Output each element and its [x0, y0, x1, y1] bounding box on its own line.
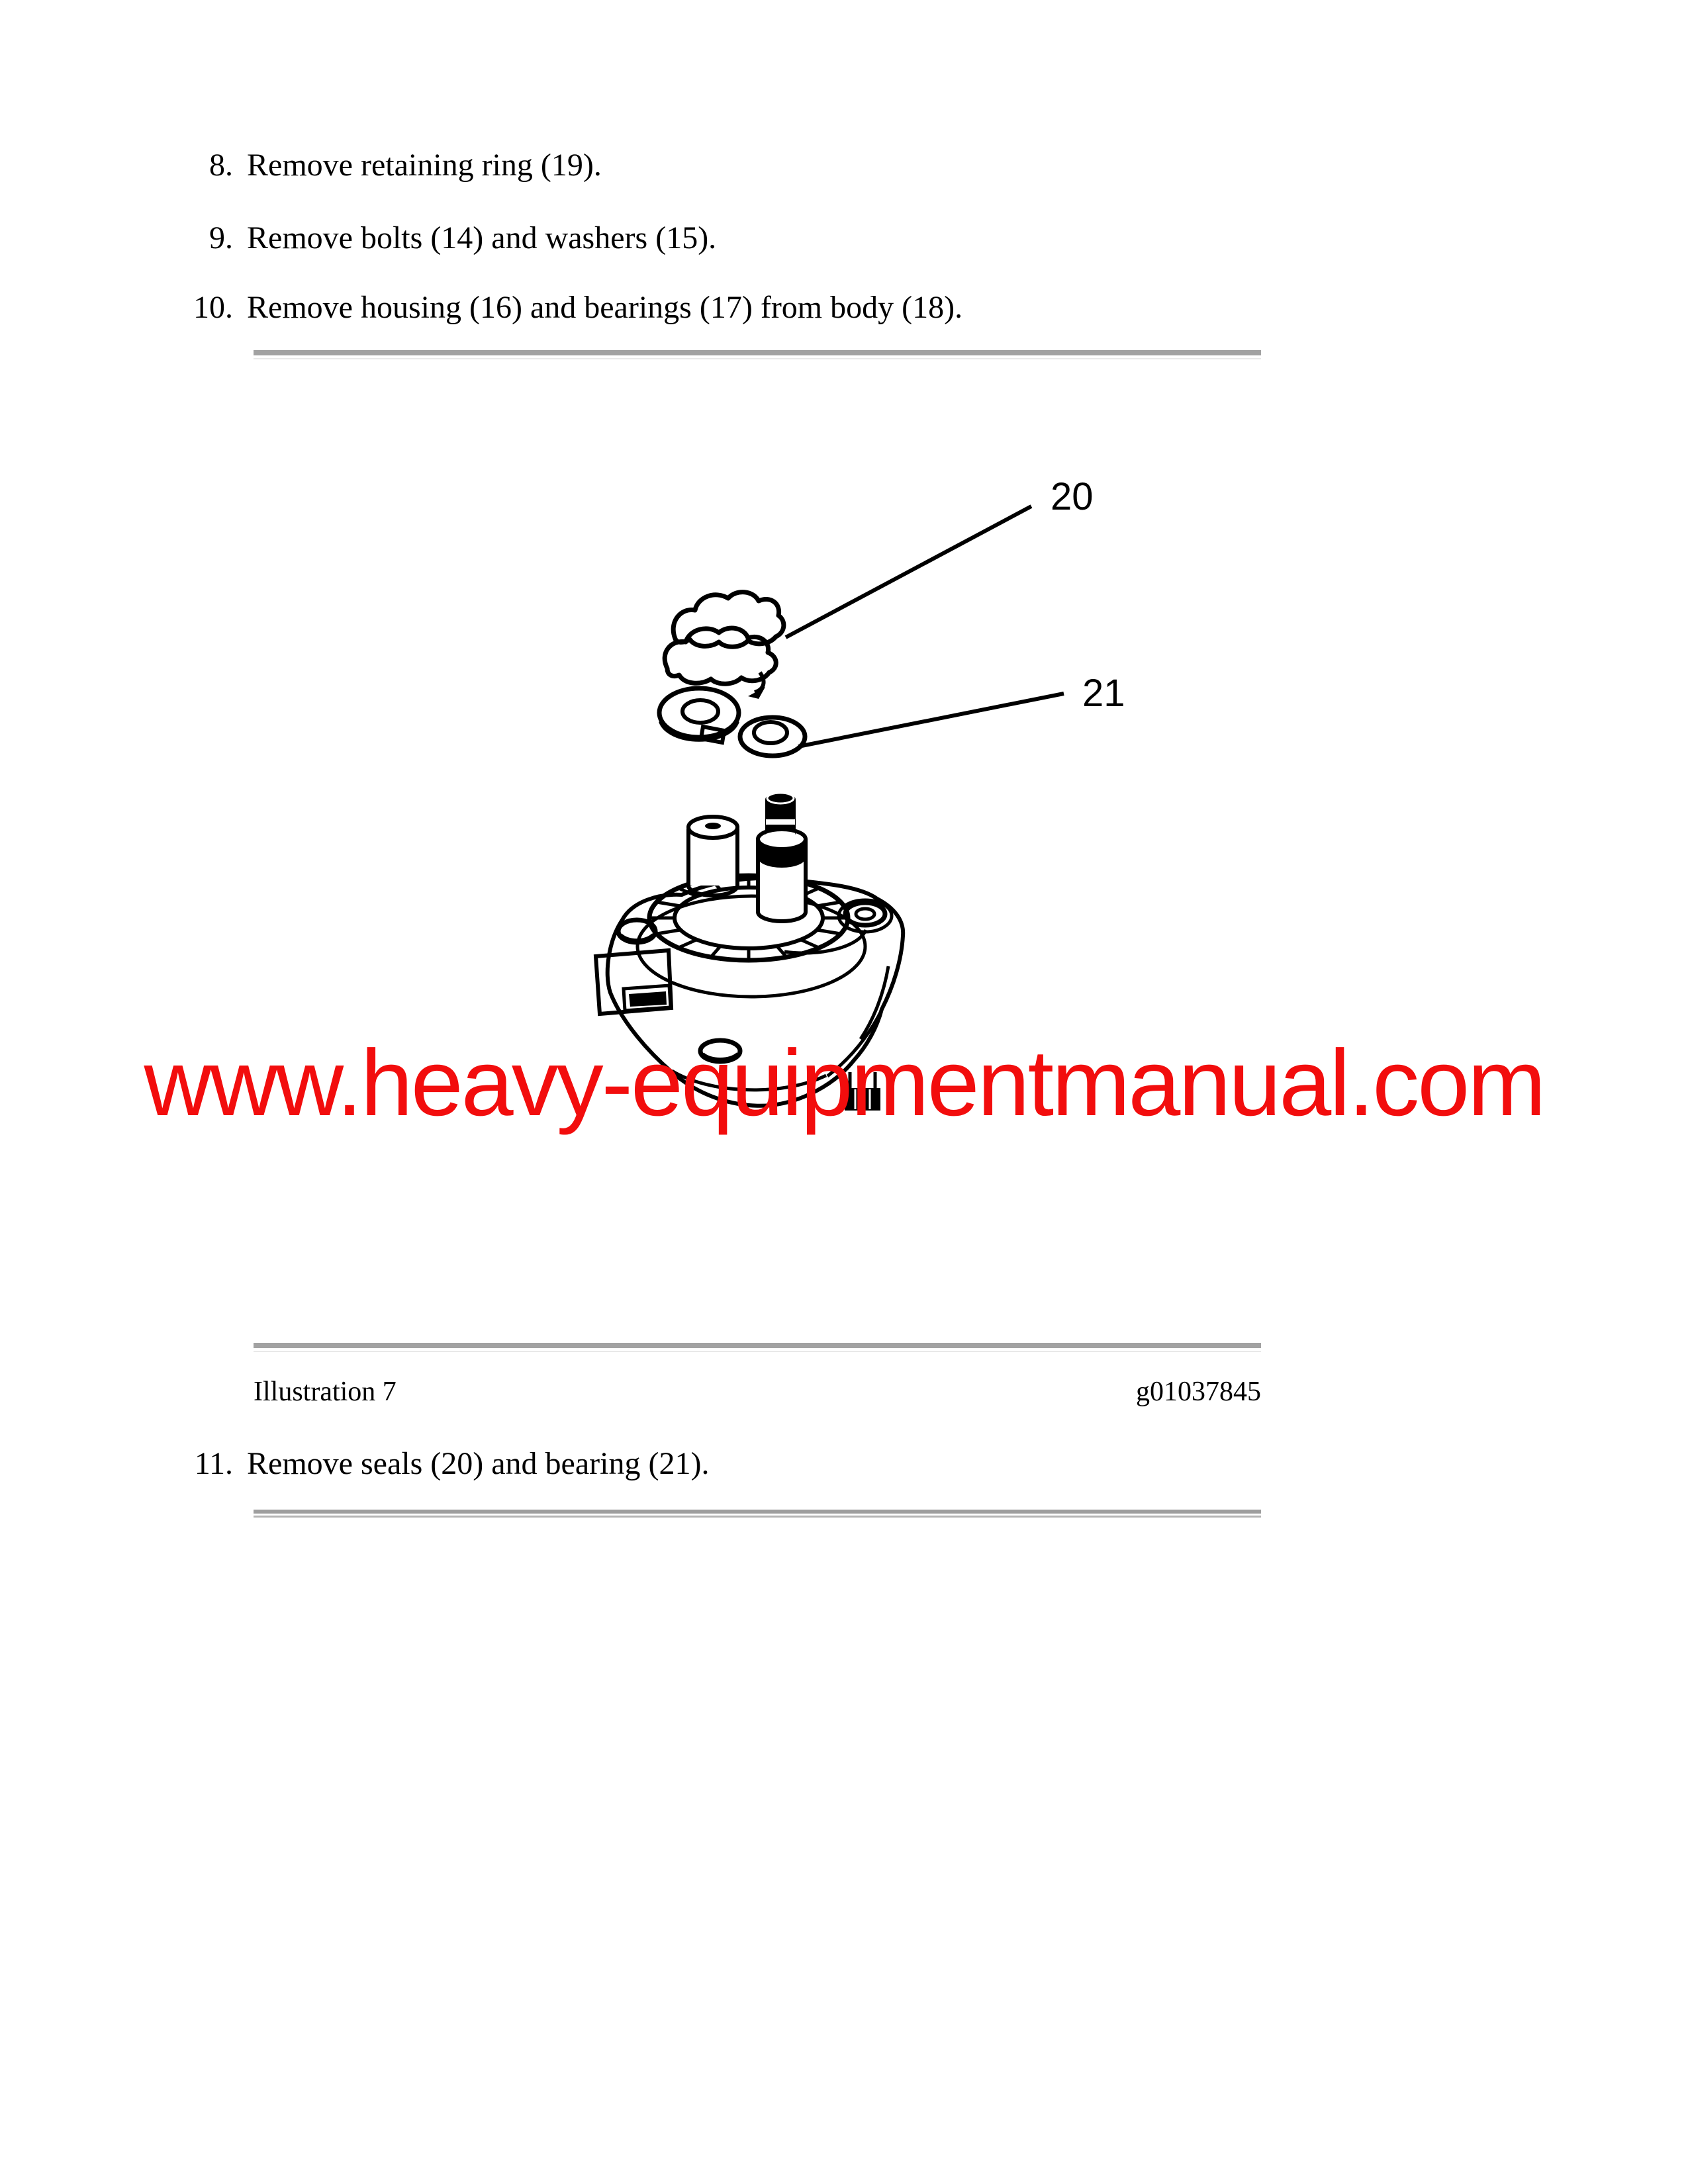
step-item-8 [0, 148, 602, 183]
step-text: Remove retaining ring (19). [247, 148, 602, 183]
callout-20-leader-line [786, 506, 1031, 637]
step-text: Remove seals (20) and bearing (21). [247, 1446, 710, 1481]
step-text: Remove bolts (14) and washers (15). [247, 220, 717, 255]
step-number: 8. [209, 148, 233, 183]
figure-caption-row [254, 1377, 1261, 1407]
step-item-9 [0, 220, 716, 256]
seals-drawing [665, 592, 784, 699]
watermark-text: www.heavy-equipmentmanual.com [144, 1030, 1544, 1136]
step-item-11 [0, 1446, 709, 1482]
step-item-10 [0, 290, 962, 326]
figure-caption-title: Illustration 7 [254, 1377, 397, 1407]
section-end-divider-top [254, 1510, 1261, 1514]
step-number: 11. [194, 1446, 233, 1481]
figure-top-divider-shadow [254, 358, 1261, 359]
step-number: 10. [193, 290, 233, 325]
callout-21-leader-line [798, 694, 1064, 747]
figure-bottom-divider [254, 1343, 1261, 1348]
pump-exploded-view-illustration [583, 457, 1178, 1125]
figure-bottom-divider-shadow [254, 1351, 1261, 1352]
callout-21-label: 21 [1082, 672, 1125, 715]
figure-caption-id: g01037845 [1136, 1377, 1261, 1407]
section-end-divider-bottom [254, 1516, 1261, 1518]
bearing-drawing [659, 688, 805, 756]
step-text: Remove housing (16) and bearings (17) from body (18). [247, 290, 963, 325]
figure-top-divider [254, 350, 1261, 355]
step-number: 9. [209, 220, 233, 255]
callout-20-label: 20 [1051, 475, 1094, 518]
